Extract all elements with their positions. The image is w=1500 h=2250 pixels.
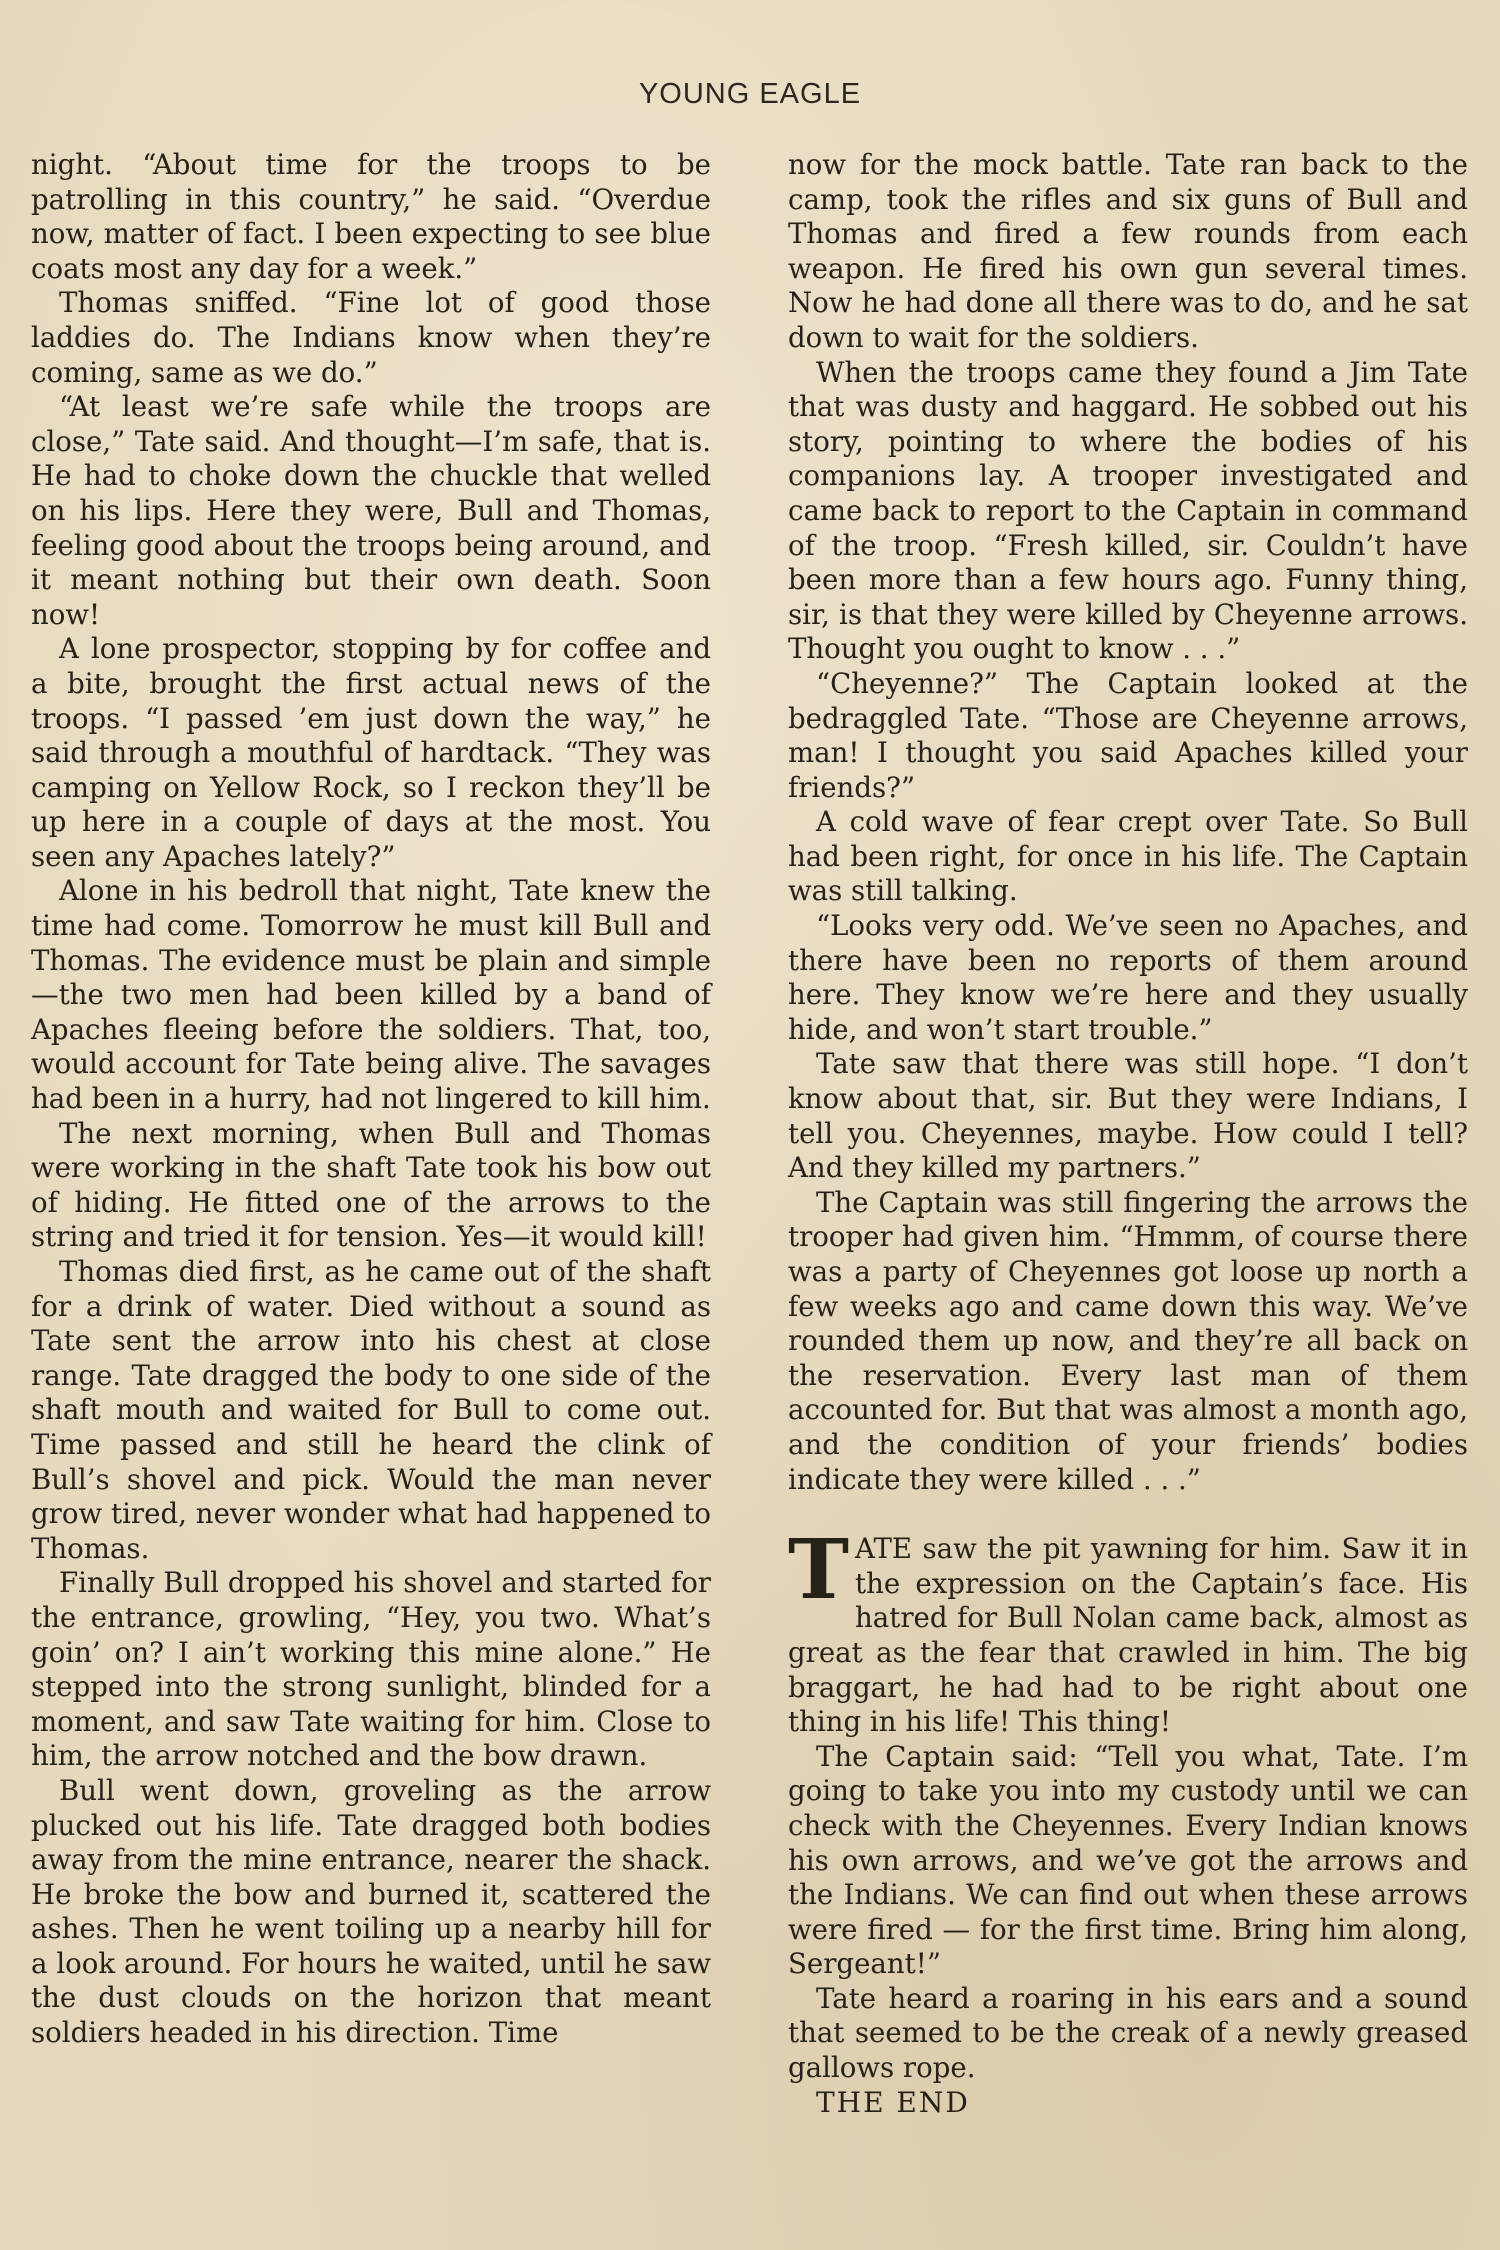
section-opening-paragraph [788, 1522, 1468, 1740]
right-column [788, 148, 1468, 2120]
paragraph: Thomas sniffed. “Fine lot of good those laddies do. The Indians know when they’re coming, same as we do.” [31, 286, 711, 389]
paragraph: The Captain was still fingering the arrows the trooper had given him. “Hmmm, of course there was a party of Cheyennes got loose up north a few weeks ago and came down this way. We’ve rounded them up now, and they’re all back on the reservation. Every last man of them accounted for. But that was almost a month ago, and the condition of your friends’ bodies indicate they were killed . . .” [788, 1185, 1468, 1496]
section-opening-text: ATE saw the pit yawning for him. Saw it in the expression on the Captain’s face. His hatred for Bull Nolan came back, almost as great as the fear that crawled in him. The big braggart, he had had to be right about one thing in his life! This thing! [788, 1532, 1468, 1739]
paragraph: “Looks very odd. We’ve seen no Apaches, and there have been no reports of them around here. They know we’re here and they usually hide, and won’t start trouble.” [788, 909, 1468, 1046]
left-column [31, 148, 711, 2051]
paragraph: A lone prospector, stopping by for coffee and a bite, brought the first actual news of the troops. “I passed ’em just down the way,” he said through a mouthful of hardtack. “They was camping on Yellow Rock, so I reckon they’ll be up here in a couple of days at the most. You seen any Apaches lately?” [31, 632, 711, 873]
the-end: THE END [816, 2085, 970, 2119]
drop-cap: T [788, 1522, 850, 1619]
paragraph: Finally Bull dropped his shovel and started for the entrance, growling, “Hey, you two. What’s goin’ on? I ain’t working this mine alone.” He stepped into the strong sunlight, blinded for a moment, and saw Tate waiting for him. Close to him, the arrow notched and the bow drawn. [31, 1566, 711, 1773]
paragraph: night. “About time for the troops to be patrolling in this country,” he said. “Overdue now, matter of fact. I been expecting to see blue coats most any day for a week.” [31, 148, 711, 285]
paragraph: Alone in his bedroll that night, Tate knew the time had come. Tomorrow he must kill Bull and Thomas. The evidence must be plain and simple—the two men had been killed by a band of Apaches fleeing before the soldiers. That, too, would account for Tate being alive. The savages had been in a hurry, had not lingered to kill him. [31, 874, 711, 1116]
paragraph: now for the mock battle. Tate ran back to the camp, took the rifles and six guns of Bull and Thomas and fired a few rounds from each weapon. He fired his own gun several times. Now he had done all there was to do, and he sat down to wait for the soldiers. [788, 148, 1468, 354]
running-head: YOUNG EAGLE [638, 78, 862, 110]
paragraph: Tate heard a roaring in his ears and a sound that seemed to be the creak of a newly greased gallows rope. [788, 1981, 1468, 2085]
paragraph: When the troops came they found a Jim Tate that was dusty and haggard. He sobbed out his story, pointing to where the bodies of his companions lay. A trooper investigated and came back to report to the Captain in command of the troop. “Fresh killed, sir. Couldn’t have been more than a few hours ago. Funny thing, sir, is that they were killed by Cheyenne arrows. Thought you ought to know . . .” [788, 355, 1468, 666]
paragraph: “Cheyenne?” The Captain looked at the bedraggled Tate. “Those are Cheyenne arrows, man! I thought you said Apaches killed your friends?” [788, 666, 1468, 804]
paragraph: Thomas died first, as he came out of the shaft for a drink of water. Died without a sound as Tate sent the arrow into his chest at close range. Tate dragged the body to one side of the shaft mouth and waited for Bull to come out. Time passed and still he heard the clink of Bull’s shovel and pick. Would the man never grow tired, never wonder what had happened to Thomas. [31, 1255, 711, 1565]
paragraph: “At least we’re safe while the troops are close,” Tate said. And thought—I’m safe, that is. He had to choke down the chuckle that welled on his lips. Here they were, Bull and Thomas, feeling good about the troops being around, and it meant nothing but their own death. Soon now! [31, 390, 711, 631]
paragraph: The next morning, when Bull and Thomas were working in the shaft Tate took his bow out of hiding. He fitted one of the arrows to the string and tried it for tension. Yes—it would kill! [31, 1116, 711, 1254]
paragraph: A cold wave of fear crept over Tate. So Bull had been right, for once in his life. The Captain was still talking. [788, 805, 1468, 908]
paragraph: Bull went down, groveling as the arrow plucked out his life. Tate dragged both bodies away from the mine entrance, nearer the shack. He broke the bow and burned it, scattered the ashes. Then he went toiling up a nearby hill for a look around. For hours he waited, until he saw the dust clouds on the horizon that meant soldiers headed in his direction. Time [31, 1773, 711, 2050]
paragraph: Tate saw that there was still hope. “I don’t know about that, sir. But they were Indians, I tell you. Cheyennes, maybe. How could I tell? And they killed my partners.” [788, 1047, 1468, 1185]
paragraph: The Captain said: “Tell you what, Tate. I’m going to take you into my custody until we can check with the Cheyennes. Every Indian knows his own arrows, and we’ve got the arrows and the Indians. We can find out when these arrows were fired — for the first time. Bring him along, Sergeant!” [788, 1739, 1468, 1981]
